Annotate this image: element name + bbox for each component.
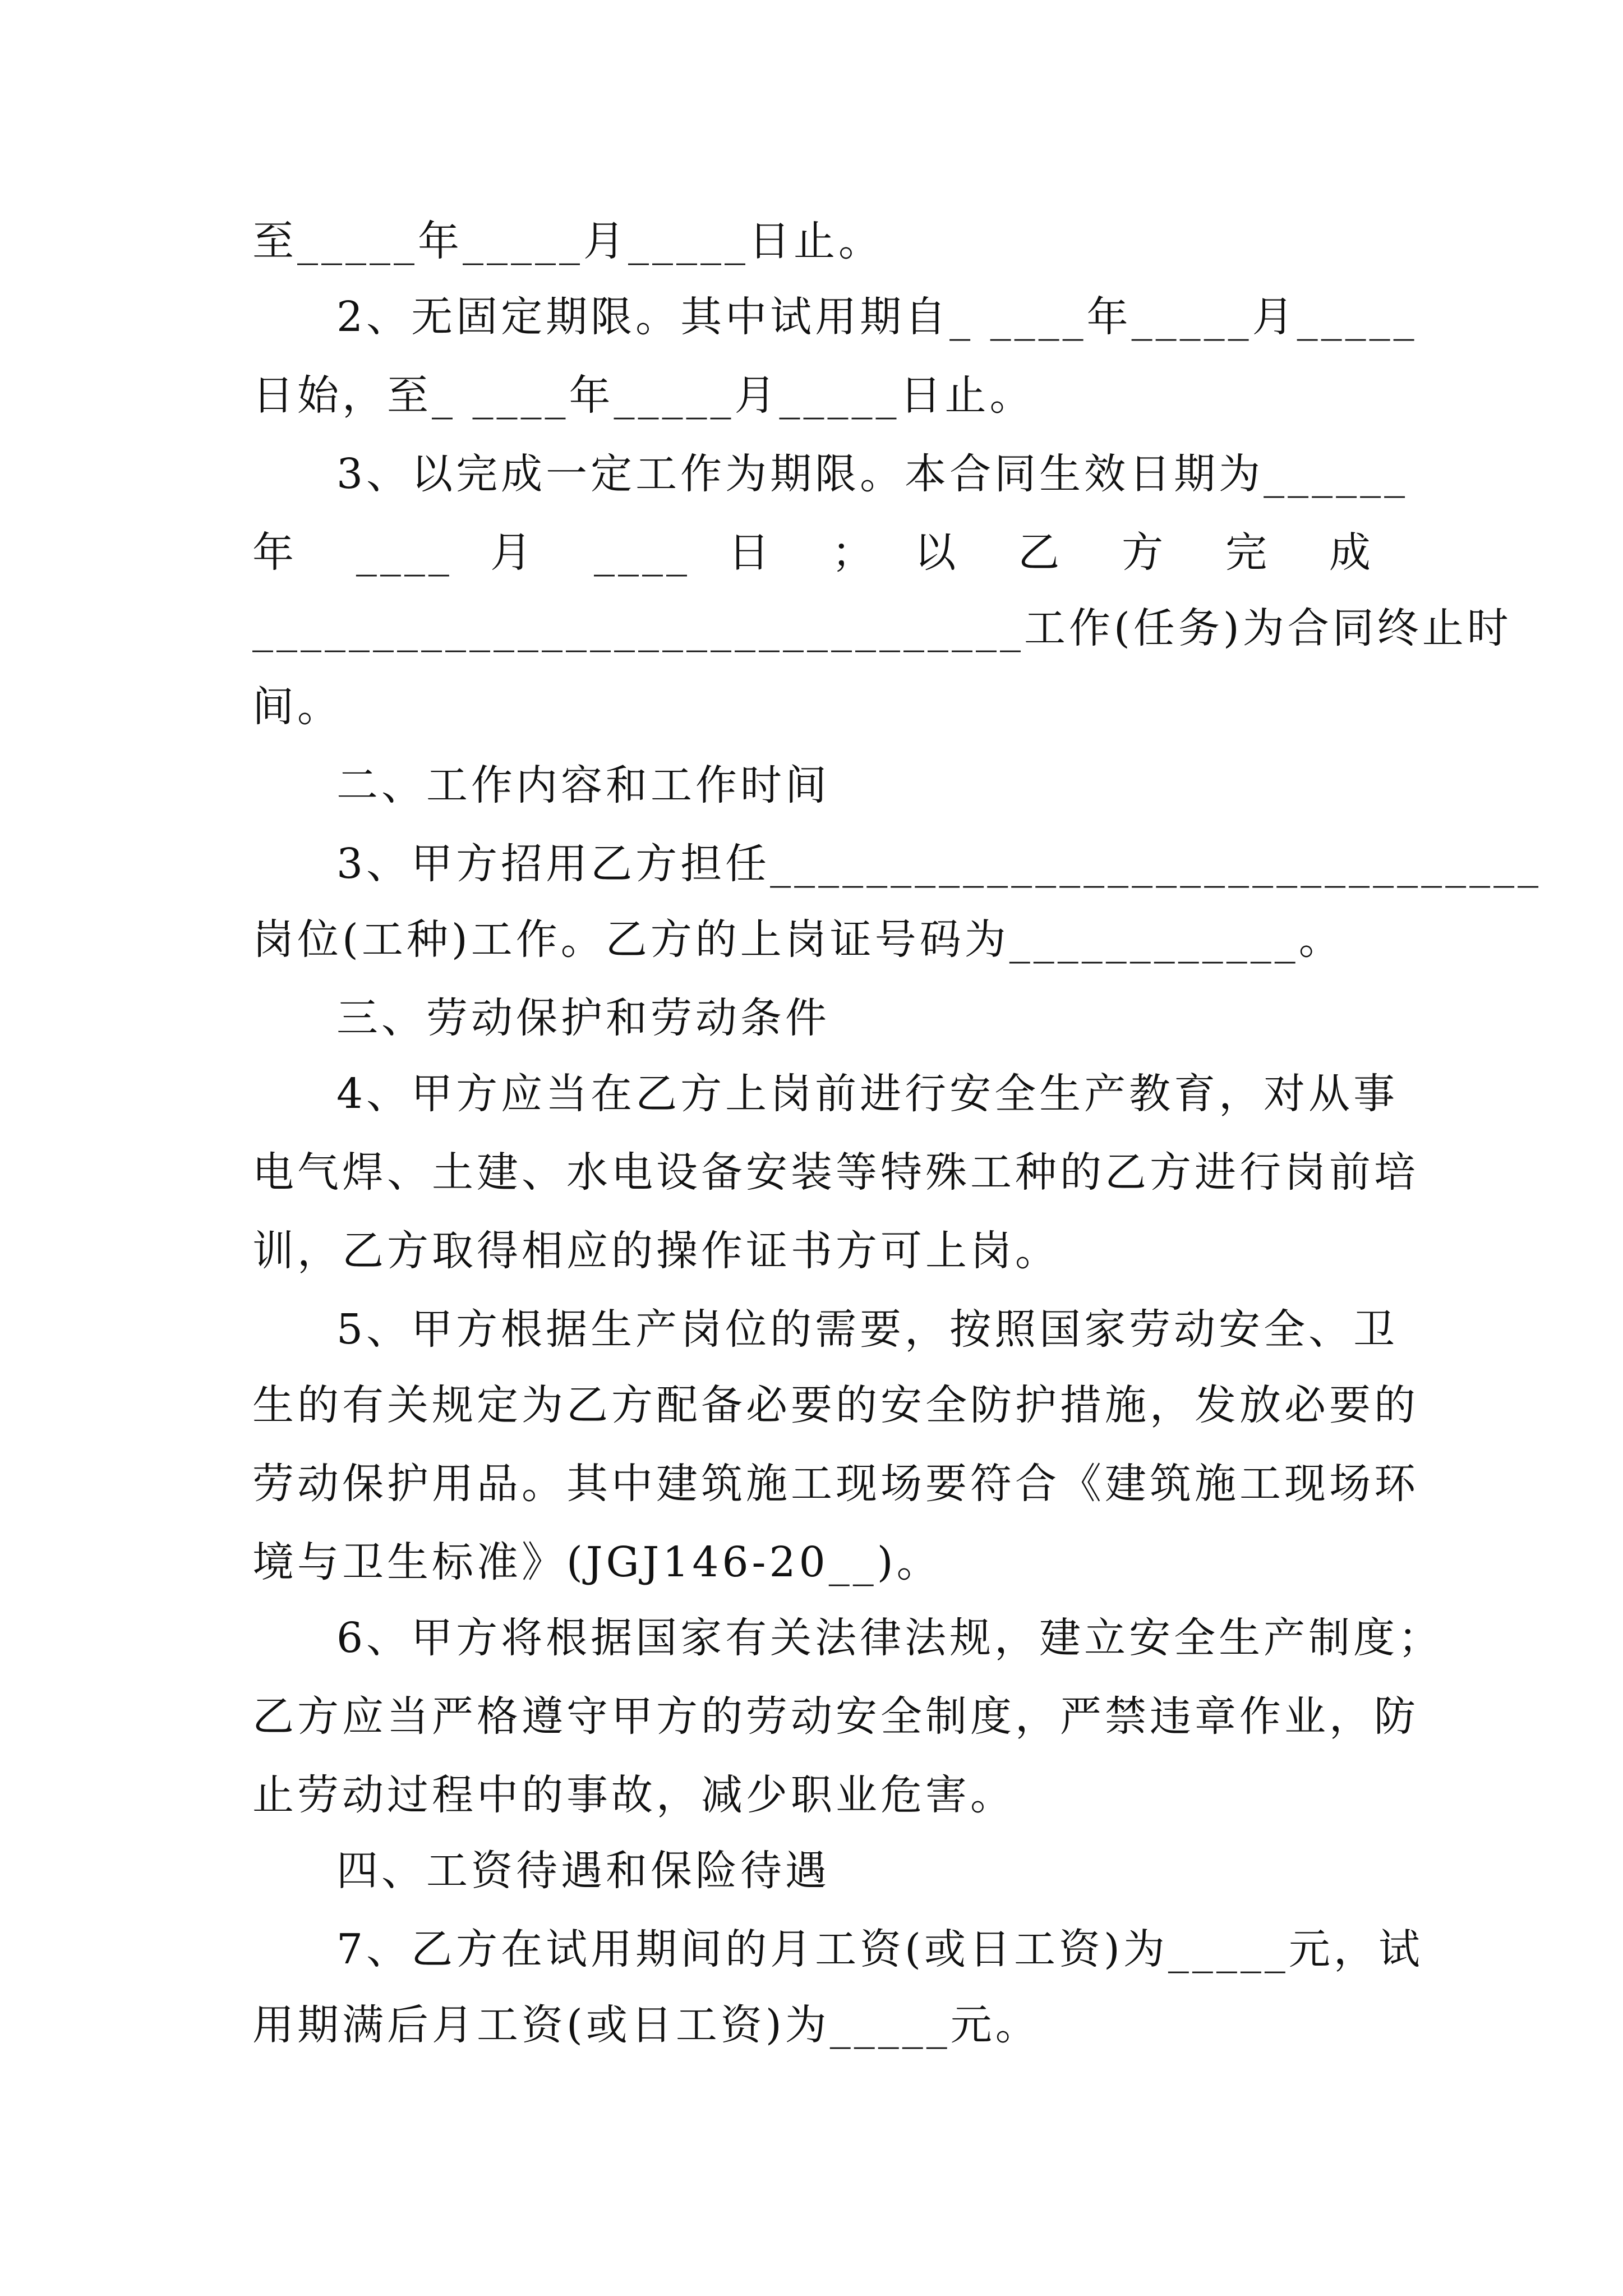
text-line: 训，乙方取得相应的操作证书方可上岗。 (252, 1227, 1060, 1275)
text-line: 5、甲方根据生产岗位的需要，按照国家劳动安全、卫 (336, 1305, 1399, 1354)
text-line: 境与卫生标准》(JGJ146-20__)。 (252, 1538, 942, 1586)
text-line: 2、无固定期限。其中试用期自_ ____年_____月_____ (336, 293, 1418, 341)
text-line: 日始，至_ ____年_____月_____日止。 (252, 371, 1035, 420)
text-line: 生的有关规定为乙方配备必要的安全防护措施，发放必要的 (252, 1381, 1419, 1429)
text-line: 年 ____ 月 ____ 日 ； 以 乙 方 完 成 (252, 528, 1374, 577)
section-heading: 二、工作内容和工作时间 (336, 761, 830, 809)
text-line: 4、甲方应当在乙方上岗前进行安全生产教育，对从事 (336, 1070, 1399, 1118)
text-line: 6、甲方将根据国家有关法律法规，建立安全生产制度； (336, 1614, 1444, 1662)
text-line: 7、乙方在试用期间的月工资(或日工资)为_____元，试 (336, 1925, 1423, 1973)
text-line: 至_____年_____月_____日止。 (252, 217, 883, 265)
text-line: ________________________________工作(任务)为合同终止时 (252, 604, 1512, 652)
section-heading: 四、工资待遇和保险待遇 (336, 1847, 830, 1895)
text-line: 岗位(工种)工作。乙方的上岗证号码为____________。 (252, 915, 1344, 964)
text-line: 乙方应当严格遵守甲方的劳动安全制度，严禁违章作业，防 (252, 1692, 1419, 1741)
text-line: 止劳动过程中的事故，减少职业危害。 (252, 1771, 1015, 1819)
text-line: 间。 (252, 683, 342, 731)
text-line: 电气焊、土建、水电设备安装等特殊工种的乙方进行岗前培 (252, 1148, 1419, 1197)
text-line: 劳动保护用品。其中建筑施工现场要符合《建筑施工现场环 (252, 1460, 1419, 1508)
section-heading: 三、劳动保护和劳动条件 (336, 994, 830, 1042)
text-line: 用期满后月工资(或日工资)为_____元。 (252, 2001, 1040, 2049)
text-line: 3、甲方招用乙方担任________________________________ (336, 840, 1542, 888)
text-line: 3、以完成一定工作为期限。本合同生效日期为______ (336, 450, 1409, 498)
